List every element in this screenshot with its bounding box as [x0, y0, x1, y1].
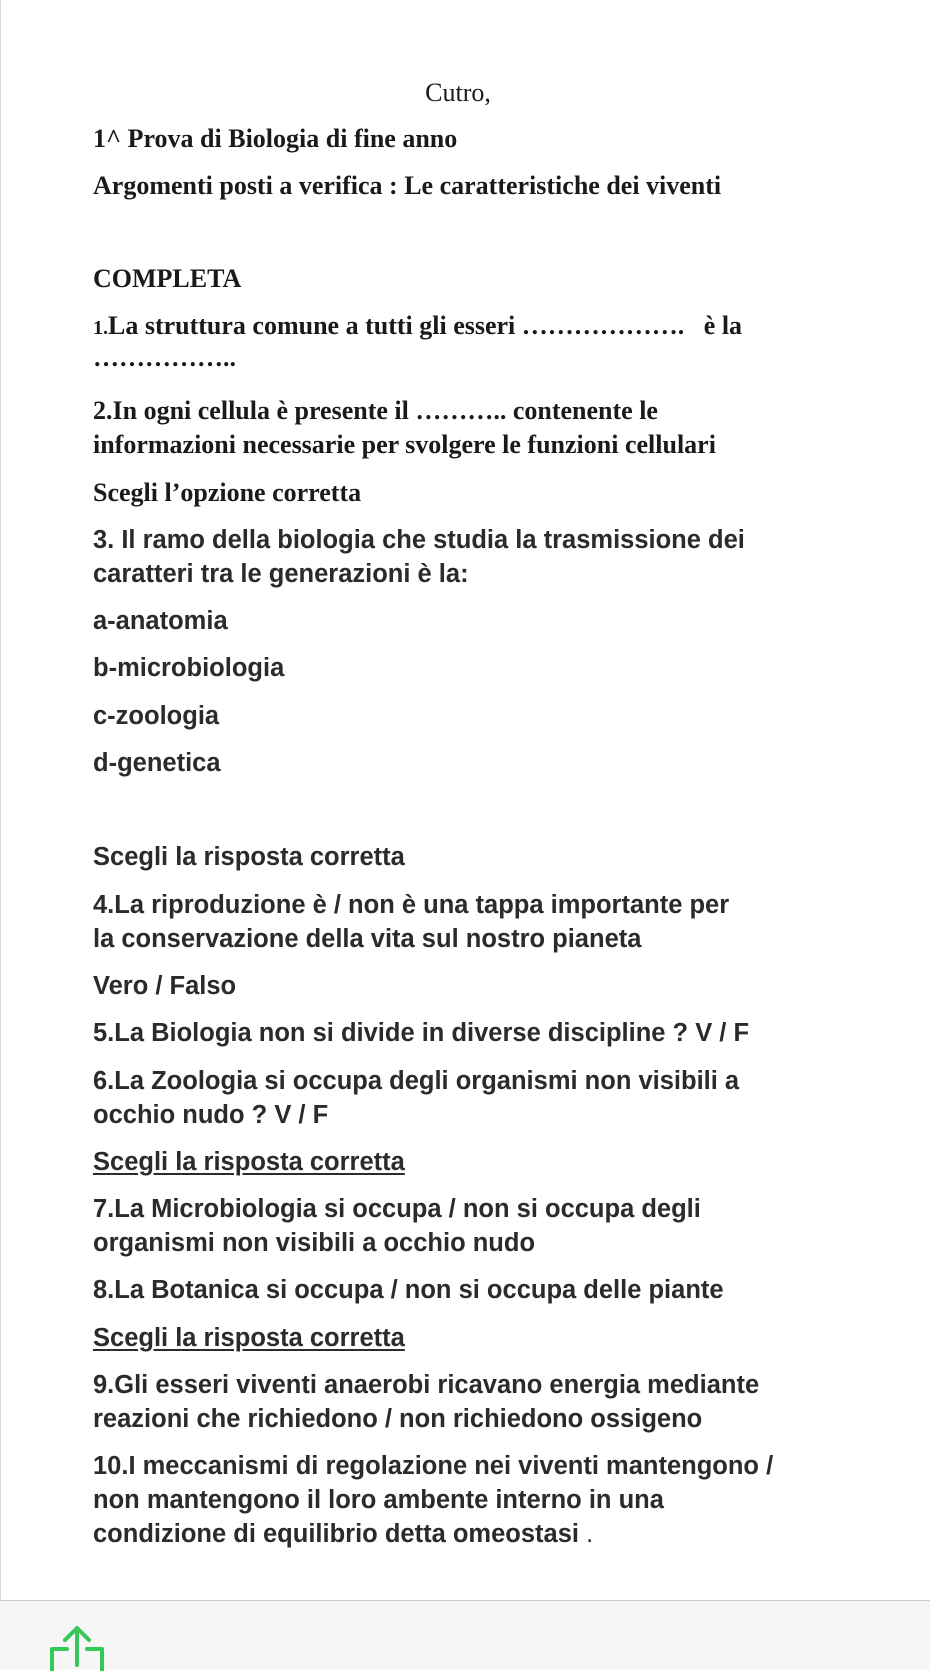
- question-4-line-1: 4.La riproduzione è / non è una tappa importante per: [93, 891, 730, 919]
- risposta-heading-2: Scegli la risposta corretta: [93, 1148, 405, 1176]
- question-10-end: .: [578, 1520, 594, 1548]
- question-1: [93, 309, 742, 345]
- question-5: 5.La Biologia non si divide in diverse discipline ? V / F: [93, 1019, 750, 1047]
- question-9-line-2: reazioni che richiedono / non richiedono ossigeno: [93, 1405, 703, 1433]
- question-1-blank: ……………..: [93, 343, 236, 372]
- option-d: d-genetica: [93, 749, 221, 777]
- share-icon[interactable]: [46, 1625, 108, 1671]
- question-10-line-3: [93, 1517, 593, 1551]
- risposta-heading-3: Scegli la risposta corretta: [93, 1324, 405, 1352]
- question-1-number: 1.: [93, 317, 108, 339]
- question-8: 8.La Botanica si occupa / non si occupa delle piante: [93, 1276, 724, 1304]
- risposta-heading-1: Scegli la risposta corretta: [93, 843, 405, 871]
- bottom-toolbar: [0, 1600, 930, 1670]
- question-10-line-3-text: condizione di equilibrio detta omeostasi: [93, 1520, 579, 1548]
- question-7-line-1: 7.La Microbiologia si occupa / non si occupa degli: [93, 1195, 701, 1223]
- topics-line: Argomenti posti a verifica : Le caratteristiche dei viventi: [93, 171, 722, 200]
- question-2-line-1: 2.In ogni cellula è presente il ……….. contenente le: [93, 396, 658, 425]
- question-2-line-2: informazioni necessarie per svolgere le funzioni cellulari: [93, 430, 716, 459]
- question-10-line-2: non mantengono il loro ambente interno in una: [93, 1486, 664, 1514]
- question-4-line-2: la conservazione della vita sul nostro pianeta: [93, 925, 642, 953]
- question-3-line-2: caratteri tra le generazioni è la:: [93, 560, 469, 588]
- question-6-line-1: 6.La Zoologia si occupa degli organismi non visibili a: [93, 1067, 740, 1095]
- option-c: c-zoologia: [93, 702, 220, 730]
- question-9-line-1: 9.Gli esseri viventi anaerobi ricavano energia mediante: [93, 1371, 760, 1399]
- question-7-line-2: organismi non visibili a occhio nudo: [93, 1229, 536, 1257]
- option-b: b-microbiologia: [93, 654, 285, 682]
- page-title: 1^ Prova di Biologia di fine anno: [93, 124, 458, 153]
- question-10-line-1: 10.I meccanismi di regolazione nei viventi mantengono /: [93, 1452, 774, 1480]
- vero-falso: Vero / Falso: [93, 972, 237, 1000]
- question-3-line-1: 3. Il ramo della biologia che studia la trasmissione dei: [93, 526, 745, 554]
- opzione-heading: Scegli l’opzione corretta: [93, 478, 362, 507]
- option-a: a-anatomia: [93, 607, 228, 635]
- completa-heading: COMPLETA: [93, 264, 242, 293]
- question-6-line-2: occhio nudo ? V / F: [93, 1101, 329, 1129]
- place-line: Cutro,: [425, 78, 491, 107]
- question-1-text: La struttura comune a tutti gli esseri ………………. è la: [108, 311, 743, 340]
